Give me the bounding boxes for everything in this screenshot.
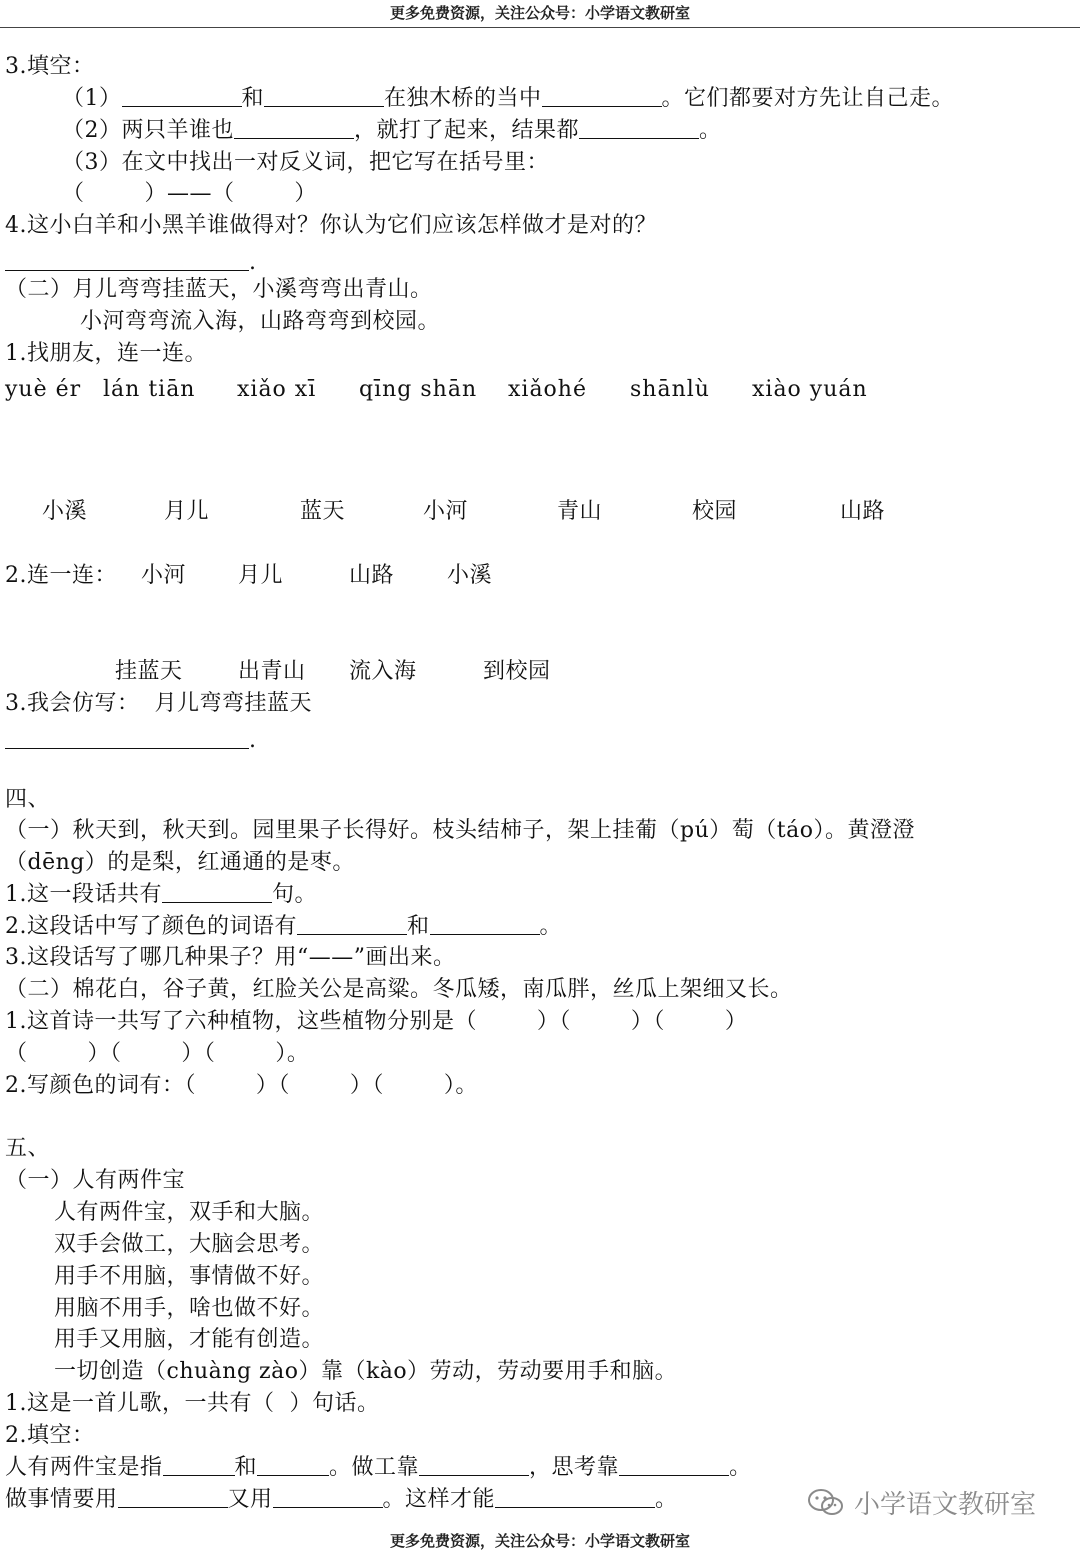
word-2[interactable]: 月儿 bbox=[164, 499, 210, 524]
fill-q1-d: 。它们都要对方先让自己走。 bbox=[661, 86, 955, 111]
blank-field[interactable] bbox=[5, 728, 249, 749]
four-p2: （二）棉花白，谷子黄，红脸关公是高粱。冬瓜矮，南瓜胖，丝瓜上架细又长。 bbox=[5, 977, 793, 1002]
link-left-3[interactable]: 山路 bbox=[349, 563, 395, 588]
fill-q2 bbox=[62, 118, 722, 144]
four-q2-a: 2.这段话中写了颜色的词语有 bbox=[5, 914, 297, 939]
four-q1-b: 句。 bbox=[272, 882, 318, 907]
fill-q1 bbox=[62, 86, 954, 112]
poem-line-2: 双手会做工，大脑会思考。 bbox=[54, 1232, 325, 1257]
answer-end: . bbox=[249, 250, 257, 275]
blank-field[interactable] bbox=[619, 1455, 729, 1476]
link-left-4[interactable]: 小溪 bbox=[447, 563, 493, 588]
pinyin-1: yuè ér bbox=[5, 377, 82, 402]
f2-a: 做事情要用 bbox=[5, 1487, 118, 1512]
link-left-2[interactable]: 月儿 bbox=[238, 563, 284, 588]
fill-q1-a: （1） bbox=[62, 86, 122, 111]
four-p1a: （一）秋天到，秋天到。园里果子长得好。枝头结柿子，架上挂葡（pú）萄（táo）。黄澄澄 bbox=[5, 818, 915, 843]
page-header: 更多免费资源，关注公众号：小学语文教研室 bbox=[389, 4, 690, 22]
word-3[interactable]: 蓝天 bbox=[300, 499, 346, 524]
f1-d: ，思考靠 bbox=[529, 1455, 620, 1480]
four-q4a[interactable]: 1.这首诗一共写了六种植物，这些植物分别是（ ）（ ）（ ） bbox=[5, 1009, 748, 1034]
section-five-title: 五、 bbox=[5, 1136, 51, 1161]
word-4[interactable]: 小河 bbox=[423, 499, 469, 524]
pinyin-7: xiào yuán bbox=[752, 377, 868, 402]
word-1[interactable]: 小溪 bbox=[42, 499, 88, 524]
four-q1 bbox=[5, 882, 317, 908]
fill-q1-b: 和 bbox=[241, 86, 265, 111]
answer-line-imitate[interactable] bbox=[5, 728, 257, 754]
poem-line-5: 用手又用脑，才能有创造。 bbox=[54, 1327, 325, 1352]
five-q2: 2.填空： bbox=[5, 1423, 95, 1448]
fill-q3-paren[interactable]: （ ）——（ ） bbox=[62, 181, 317, 206]
pinyin-4: qīng shān bbox=[359, 377, 478, 402]
four-q4b[interactable]: （ ）（ ）（ ）。 bbox=[5, 1041, 310, 1066]
blank-field[interactable] bbox=[257, 1455, 329, 1476]
word-6[interactable]: 校园 bbox=[692, 499, 738, 524]
link-right-1[interactable]: 挂蓝天 bbox=[115, 659, 183, 684]
f2-d: 。 bbox=[655, 1487, 678, 1512]
f1-b: 和 bbox=[234, 1455, 258, 1480]
pinyin-2: lán tiān bbox=[103, 377, 196, 402]
four-q3: 3.这段话写了哪几种果子？用“——”画出来。 bbox=[5, 945, 456, 970]
fill-q2-b: ，就打了起来，结果都 bbox=[354, 118, 580, 143]
word-5[interactable]: 青山 bbox=[557, 499, 603, 524]
four-q2-c: 。 bbox=[539, 914, 563, 939]
answer-line-4[interactable] bbox=[5, 250, 257, 276]
five-q1[interactable]: 1.这是一首儿歌，一共有（ ）句话。 bbox=[5, 1391, 380, 1416]
five-fill-2 bbox=[5, 1487, 678, 1513]
pinyin-3: xiǎo xī bbox=[237, 377, 317, 402]
page-footer: 更多免费资源，关注公众号：小学语文教研室 bbox=[389, 1532, 690, 1550]
f2-c: 。这样才能 bbox=[382, 1487, 496, 1512]
blank-field[interactable] bbox=[419, 1455, 529, 1476]
four-q1-a: 1.这一段话共有 bbox=[5, 882, 162, 907]
answer-end: . bbox=[249, 728, 257, 753]
blank-field[interactable] bbox=[542, 86, 662, 107]
blank-field[interactable] bbox=[118, 1487, 228, 1508]
part2-q2-label: 2.连一连： bbox=[5, 563, 117, 588]
f1-a: 人有两件宝是指 bbox=[5, 1455, 163, 1480]
pinyin-5: xiǎohé bbox=[508, 377, 587, 402]
blank-field[interactable] bbox=[162, 882, 272, 903]
blank-field[interactable] bbox=[579, 118, 699, 139]
link-left-1[interactable]: 小河 bbox=[141, 563, 187, 588]
four-q2 bbox=[5, 914, 562, 940]
wechat-icon bbox=[806, 1487, 846, 1519]
poem-line-6: 一切创造（chuàng zào）靠（kào）劳动，劳动要用手和脑。 bbox=[54, 1359, 678, 1384]
four-q5[interactable]: 2.写颜色的词有：（ ）（ ）（ ）。 bbox=[5, 1073, 478, 1098]
blank-field[interactable] bbox=[264, 86, 384, 107]
question-4: 4.这小白羊和小黑羊谁做得对？你认为它们应该怎样做才是对的？ bbox=[5, 213, 657, 238]
blank-field[interactable] bbox=[234, 118, 354, 139]
poem-line-1: 人有两件宝，双手和大脑。 bbox=[54, 1200, 325, 1225]
fill-q2-a: （2）两只羊谁也 bbox=[62, 118, 234, 143]
blank-field[interactable] bbox=[273, 1487, 383, 1508]
fill-q3: （3）在文中找出一对反义词，把它写在括号里： bbox=[62, 150, 549, 175]
fill-q2-c: 。 bbox=[699, 118, 722, 143]
four-q2-b: 和 bbox=[407, 914, 430, 939]
poem-line-3: 用手不用脑，事情做不好。 bbox=[54, 1264, 325, 1289]
five-subtitle: （一）人有两件宝 bbox=[5, 1168, 186, 1193]
part2-line2: 小河弯弯流入海，山路弯弯到校园。 bbox=[80, 309, 441, 334]
blank-field[interactable] bbox=[5, 250, 249, 271]
f2-b: 又用 bbox=[227, 1487, 273, 1512]
part2-line1: （二）月儿弯弯挂蓝天，小溪弯弯出青山。 bbox=[5, 277, 433, 302]
section-four-title: 四、 bbox=[5, 787, 51, 812]
header-rule bbox=[0, 27, 1080, 28]
blank-field[interactable] bbox=[430, 914, 540, 935]
word-7[interactable]: 山路 bbox=[840, 499, 886, 524]
four-p1b: （dēng）的是梨，红通通的是枣。 bbox=[5, 850, 355, 875]
pinyin-6: shānlù bbox=[630, 377, 710, 402]
link-right-2[interactable]: 出青山 bbox=[238, 659, 306, 684]
fill-q1-c: 在独木桥的当中 bbox=[384, 86, 542, 111]
blank-field[interactable] bbox=[495, 1487, 655, 1508]
watermark-text: 小学语文教研室 bbox=[854, 1490, 1037, 1520]
f1-e: 。 bbox=[729, 1455, 752, 1480]
poem-line-4: 用脑不用手，啥也做不好。 bbox=[54, 1296, 325, 1321]
blank-field[interactable] bbox=[297, 914, 407, 935]
f1-c: 。做工靠 bbox=[329, 1455, 420, 1480]
part2-q3: 3.我会仿写： 月儿弯弯挂蓝天 bbox=[5, 691, 312, 716]
part2-q1: 1.找朋友，连一连。 bbox=[5, 341, 207, 366]
sec3-title: 3.填空： bbox=[5, 54, 95, 79]
blank-field[interactable] bbox=[122, 86, 242, 107]
blank-field[interactable] bbox=[163, 1455, 235, 1476]
watermark bbox=[806, 1484, 1036, 1521]
five-fill-1 bbox=[5, 1455, 752, 1481]
link-right-3[interactable]: 流入海 bbox=[349, 659, 417, 684]
link-right-4[interactable]: 到校园 bbox=[483, 659, 551, 684]
